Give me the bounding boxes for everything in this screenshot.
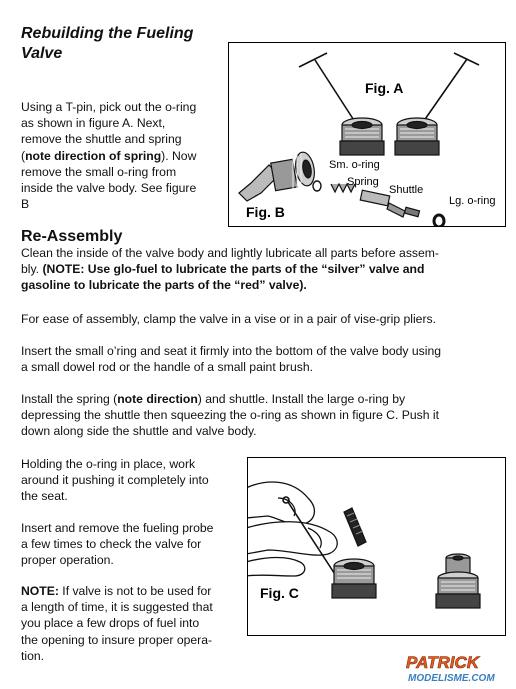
figure-c-box [247, 457, 506, 636]
intro-line: inside the valve body. See figure [21, 181, 197, 196]
fig-a-label: Fig. A [365, 80, 404, 96]
intro-line: as shown in figure A. Next, [21, 116, 166, 131]
p6-line: proper operation. [21, 553, 114, 568]
p4-text: ) and shuttle. Install the large o-ring by [197, 392, 406, 406]
page-title [21, 24, 193, 64]
valve-assembled [436, 554, 480, 608]
intro-text: ). Now [161, 148, 197, 163]
p3-line: Insert the small o’ring and seat it firmly into the bottom of the valve body using [21, 344, 442, 358]
reassembly-p2: For ease of assembly, clamp the valve in a vise or in a pair of vise-grip pliers. [21, 312, 436, 326]
intro-line: remove the shuttle and spring [21, 132, 182, 147]
p1-text: bly. [21, 262, 43, 277]
p7-line: a length of time, it is suggested that [21, 600, 213, 615]
p1-line [21, 261, 506, 277]
p4-line [21, 391, 506, 407]
p3-line: a small dowel rod or the handle of a small paint brush. [21, 360, 313, 375]
p6-line: a few times to check the valve for [21, 537, 202, 552]
p1-line: Clean the inside of the valve body and lightly lubricate all parts before assem- [21, 246, 439, 260]
p6-line: Insert and remove the fueling probe [21, 521, 214, 535]
large-o-ring [434, 215, 444, 226]
reassembly-p4 [21, 391, 506, 440]
intro-line: remove the small o-ring from [21, 164, 177, 179]
p4-text: Install the spring ( [21, 392, 118, 406]
t-pin-right [421, 53, 479, 125]
p5-line: Holding the o-ring in place, work [21, 457, 196, 471]
p4-line: depressing the shuttle then squeezing the o-ring as shown in figure C. Push it [21, 408, 440, 423]
p7-line: the opening to insure proper opera- [21, 632, 213, 647]
p5-line: the seat. [21, 489, 68, 504]
valve-body-b [239, 151, 317, 201]
p7-line [21, 583, 246, 599]
label-spring: Spring [347, 176, 379, 188]
reassembly-p3 [21, 343, 506, 375]
t-pin-left [299, 53, 357, 125]
title-line-2: Valve [21, 45, 63, 62]
p5-line: around it pushing it completely into [21, 473, 209, 488]
valve-body-left [340, 118, 384, 155]
intro-line [21, 148, 251, 164]
small-o-ring [313, 181, 321, 191]
valve-body-right [395, 118, 439, 155]
intro-line: B [21, 197, 30, 212]
watermark-brand: PATRICK [406, 653, 480, 672]
p7-line: you place a few drops of fuel into [21, 616, 200, 631]
p1-line [21, 277, 506, 293]
shuttle-probe [344, 508, 366, 546]
direction-note: note direction [117, 392, 198, 406]
intro-paragraph [21, 99, 251, 212]
valve-body-c [332, 559, 376, 598]
reassembly-heading: Re-Assembly [21, 228, 123, 245]
lower-p7 [21, 583, 246, 664]
note-label: NOTE: [21, 584, 59, 598]
fingers-illustration [248, 482, 337, 576]
lubricate-note: (NOTE: Use glo-fuel to lubricate the parts of the “silver” valve and [42, 262, 425, 277]
spring-note: note direction of spring [25, 148, 162, 163]
label-shuttle: Shuttle [389, 184, 424, 196]
p4-line: down along side the shuttle and valve body. [21, 424, 257, 439]
reassembly-p1 [21, 245, 506, 294]
fig-c-label: Fig. C [260, 585, 299, 601]
p7-line: tion. [21, 648, 45, 663]
figure-ab-box [228, 42, 506, 227]
label-sm-o-ring: Sm. o-ring [329, 159, 380, 171]
watermark-graphic [398, 648, 514, 684]
figure-ab-illustration [229, 43, 505, 226]
lower-p5 [21, 456, 246, 505]
lubricate-note-cont: gasoline to lubricate the parts of the “red” valve). [21, 278, 307, 293]
fig-b-label: Fig. B [246, 204, 285, 220]
paren: ( [21, 148, 26, 163]
lower-p6 [21, 520, 246, 569]
intro-line: Using a T-pin, pick out the o-ring [21, 100, 197, 114]
p7-text: If valve is not to be used for [58, 584, 212, 598]
watermark-site: MODELISME.COM [408, 673, 495, 684]
title-line-1: Rebuilding the Fueling [21, 25, 194, 42]
figure-c-illustration [248, 458, 505, 635]
label-lg-o-ring: Lg. o-ring [449, 195, 496, 207]
watermark-logo [398, 648, 514, 684]
